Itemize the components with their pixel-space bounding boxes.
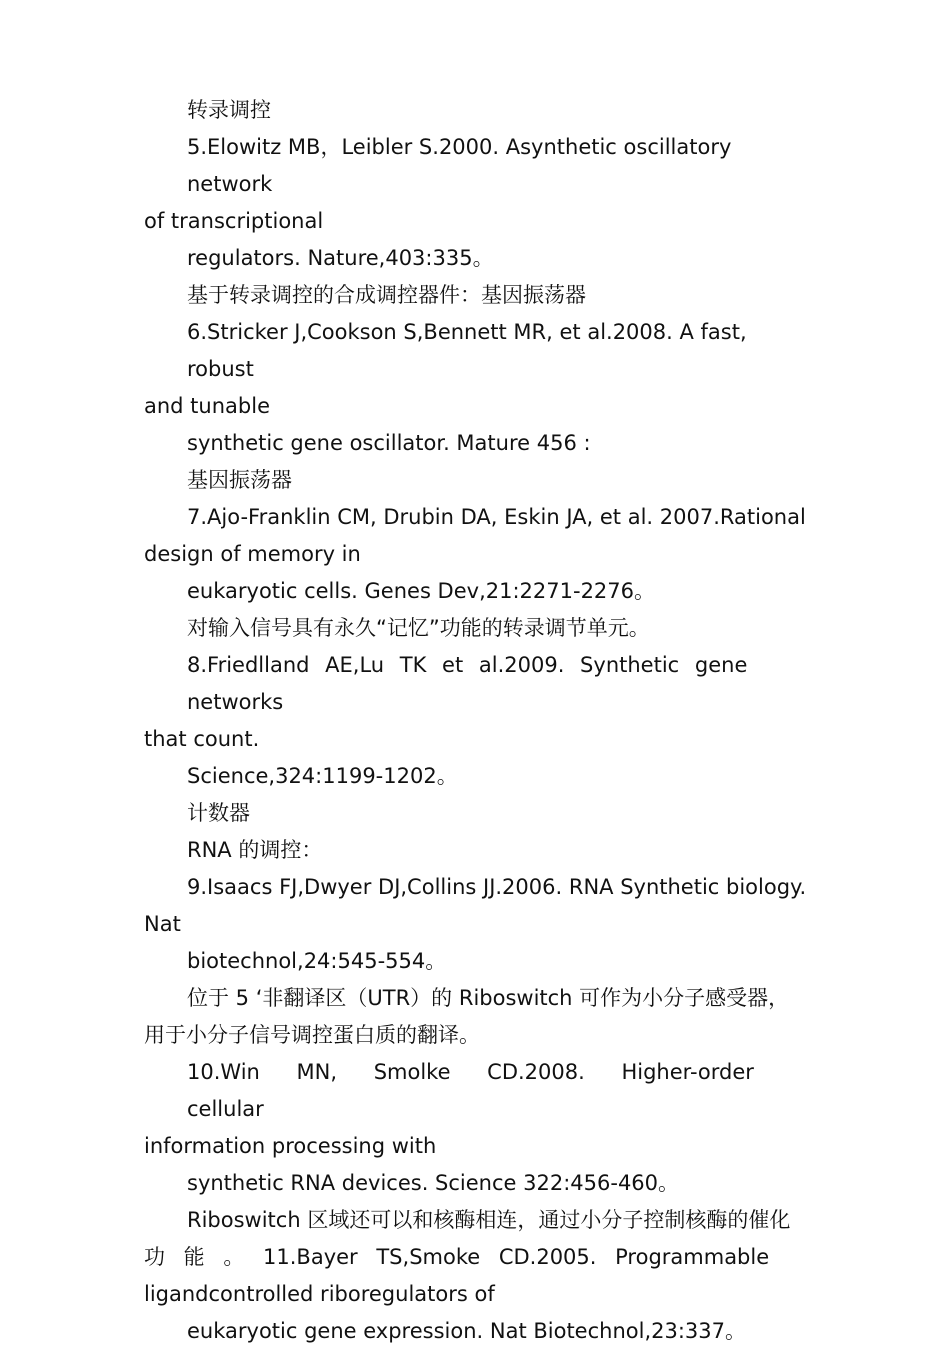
text-line: Riboswitch 区域还可以和核酶相连，通过小分子控制核酶的催化 [187,1208,791,1232]
text-line: 6.Stricker J,Cookson S,Bennett MR, et al.2008. A fast, robust [187,320,747,381]
text-line: 10.Win MN, Smolke CD.2008. Higher-order cellular [187,1060,754,1121]
text-line: 用于小分子信号调控蛋白质的翻译。 [144,1023,480,1047]
text-line: eukaryotic gene expression. Nat Biotechnol,23:337。 [187,1319,747,1343]
text-line: eukaryotic cells. Genes Dev,21:2271-2276。 [187,579,656,603]
text-line: Nat [144,912,181,936]
text-line: 计数器 [187,801,250,825]
text-line: 对输入信号具有永久“记忆”功能的转录调节单元。 [187,616,650,640]
text-line: 基因振荡器 [187,468,292,492]
text-line: 位于 5 ‘非翻译区（UTR）的 Riboswitch 可作为小分子感受器， [187,986,790,1010]
text-line: of transcriptional [144,209,324,233]
text-line: 基于转录调控的合成调控器件：基因振荡器 [187,283,586,307]
text-line: Science,324:1199-1202。 [187,764,458,788]
text-line: 功 能 。 11.Bayer TS,Smoke CD.2005. Programmable [144,1245,770,1269]
document-page [144,92,807,1350]
text-line: that count. [144,727,260,751]
text-line: 9.Isaacs FJ,Dwyer DJ,Collins JJ.2006. RNA Synthetic biology. [187,875,807,899]
text-line: information processing with [144,1134,437,1158]
text-line: design of memory in [144,542,361,566]
text-line: 5.Elowitz MB，Leibler S.2000. Asynthetic oscillatory network [187,135,732,196]
text-line: regulators. Nature,403:335。 [187,246,494,270]
text-line: RNA 的调控： [187,838,323,862]
text-line: biotechnol,24:545-554。 [187,949,447,973]
text-line: ligandcontrolled riboregulators of [144,1282,495,1306]
text-line: synthetic gene oscillator. Mature 456 : [187,431,591,455]
text-line: 8.Friedlland AE,Lu TK et al.2009. Synthetic gene networks [187,653,748,714]
text-line: 7.Ajo-Franklin CM, Drubin DA, Eskin JA, et al. 2007.Rational [187,505,806,529]
text-line: 转录调控 [187,98,271,122]
text-line: synthetic RNA devices. Science 322:456-460。 [187,1171,680,1195]
text-line: and tunable [144,394,270,418]
